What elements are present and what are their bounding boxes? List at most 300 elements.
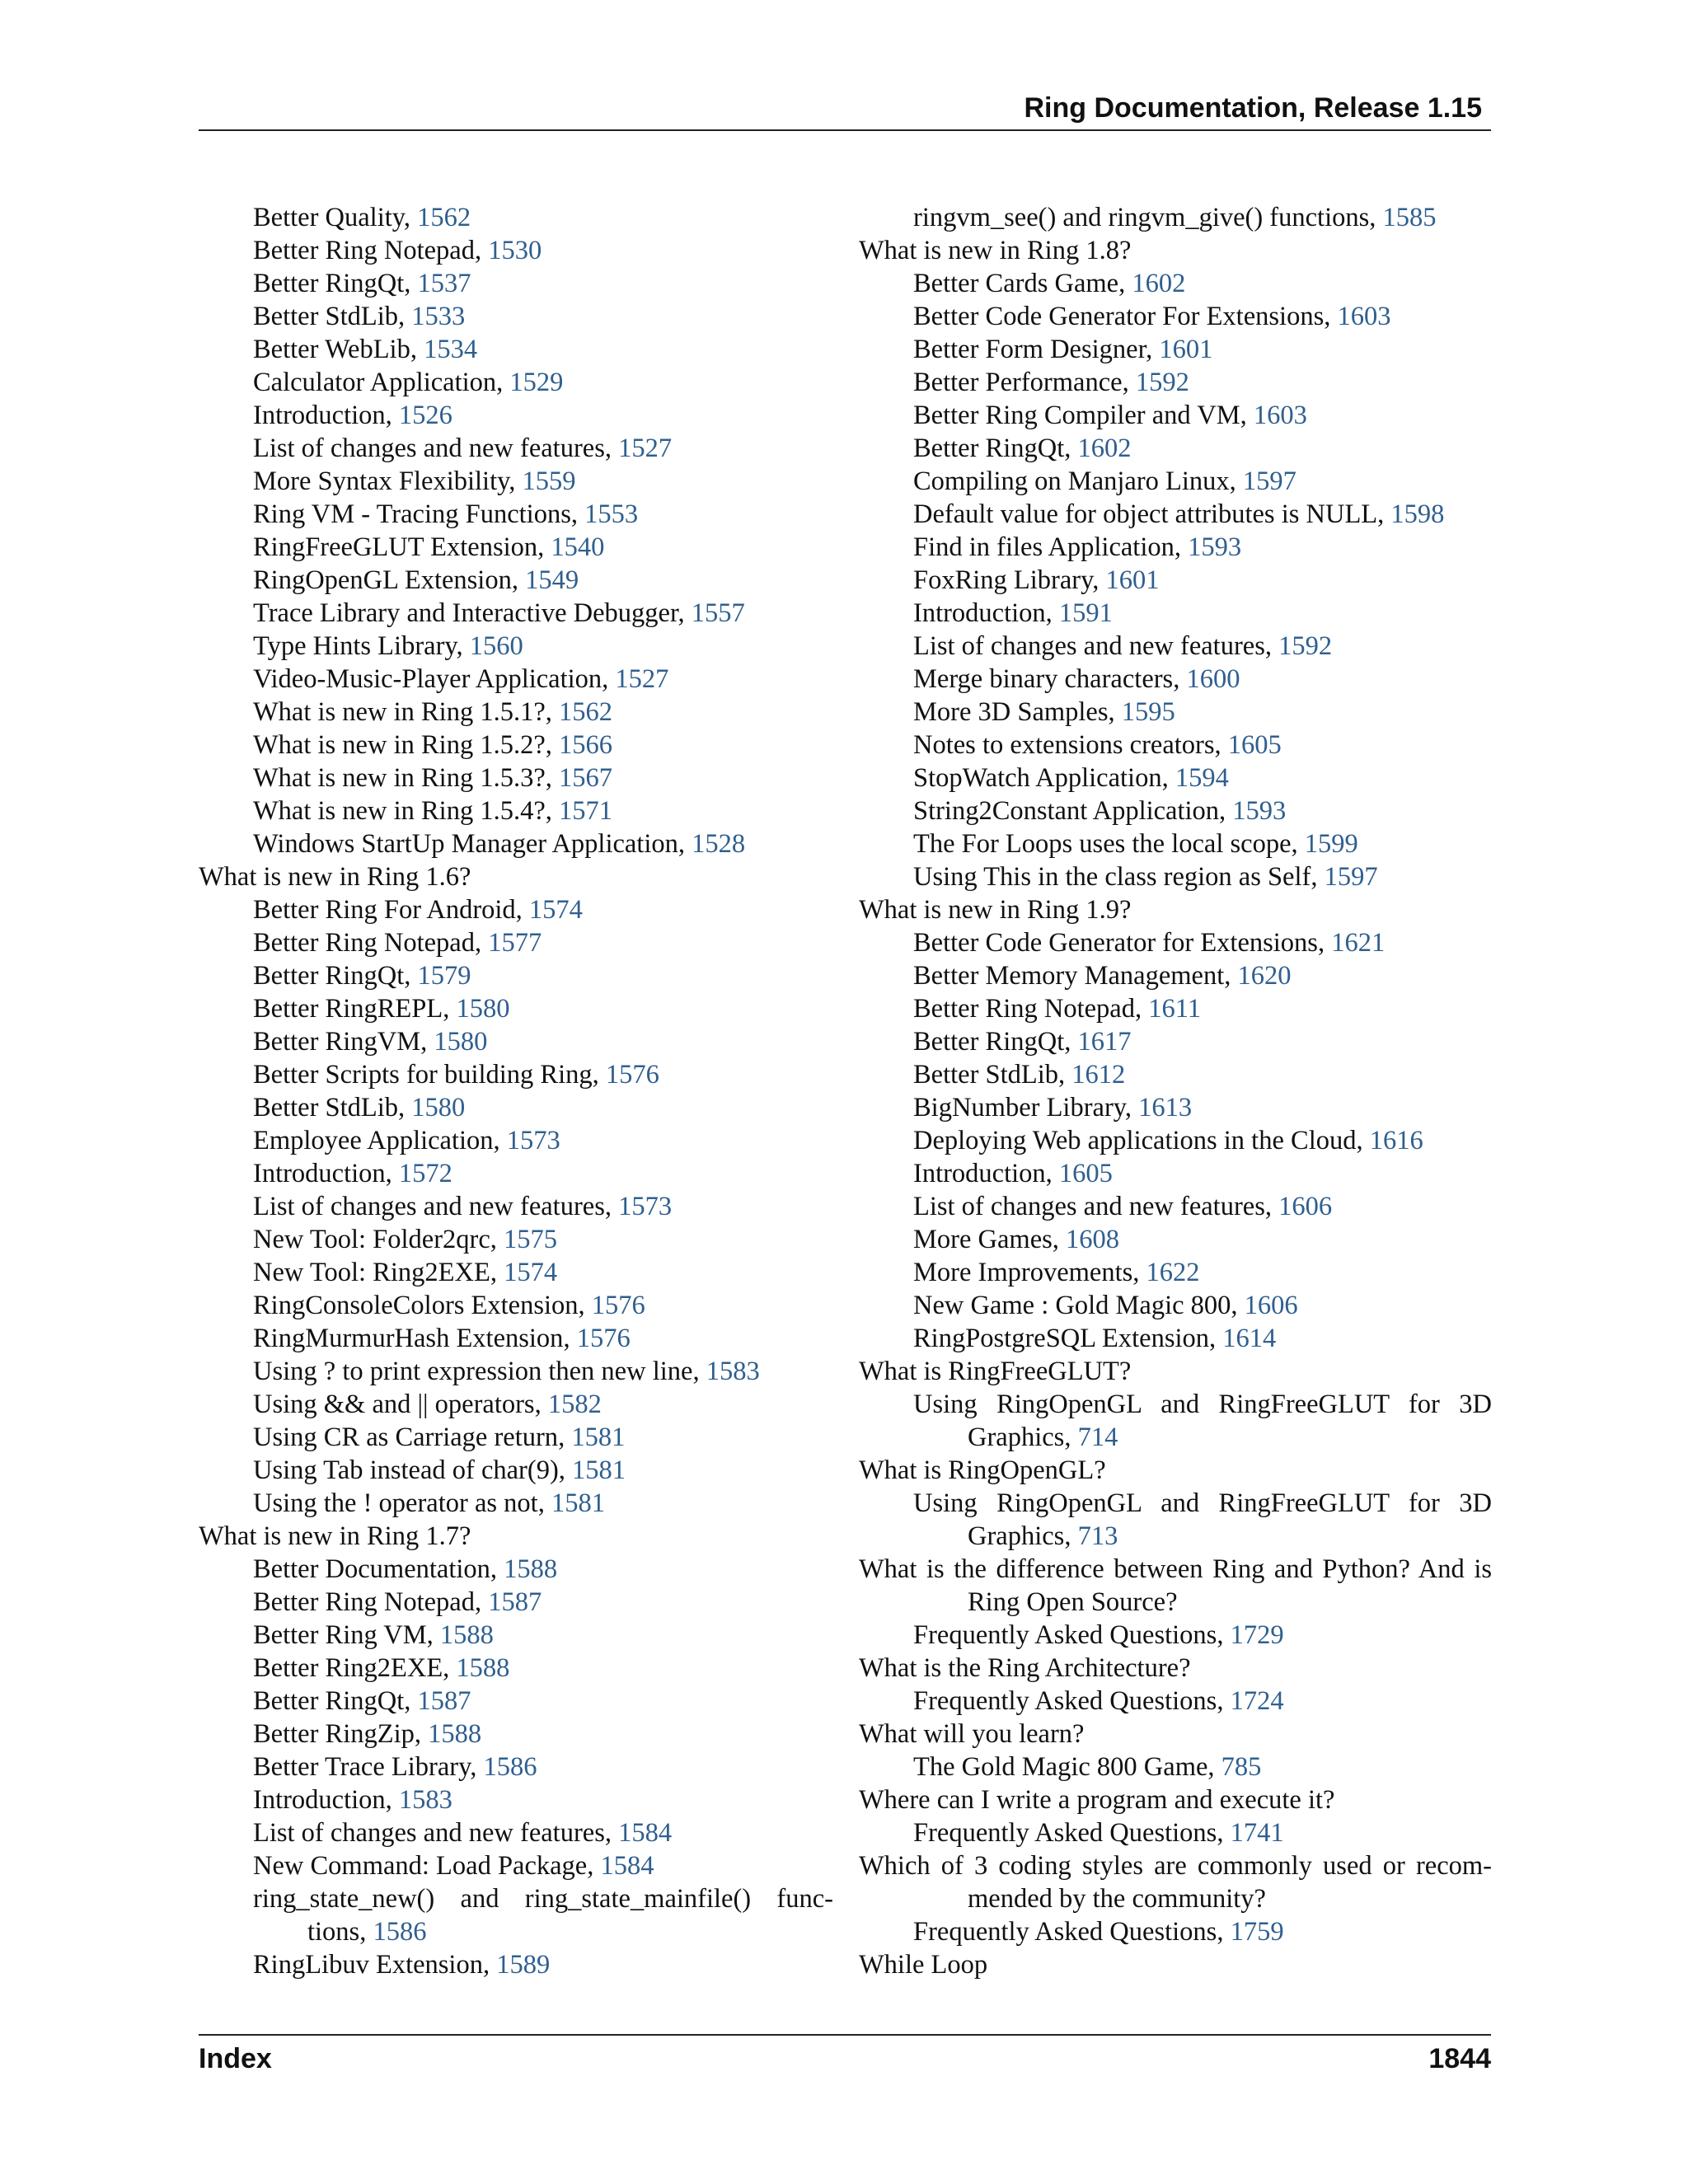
index-separator: ,	[1064, 434, 1078, 463]
index-entry-text: What is the Ring Architecture?	[859, 1653, 1191, 1683]
page-reference-link[interactable]: 1605	[1227, 730, 1282, 760]
page-reference-link[interactable]: 1580	[434, 1027, 488, 1057]
page-reference-link[interactable]: 1613	[1138, 1093, 1193, 1122]
index-entry-text: Type Hints Library	[253, 631, 457, 661]
index-separator: ,	[1118, 269, 1132, 298]
index-entry	[199, 1750, 833, 1783]
index-entry-text: Using CR as Carriage return	[253, 1422, 559, 1452]
index-entry-text: Notes to extensions creators	[913, 730, 1215, 760]
index-entry-text: Better Cards Game	[913, 269, 1119, 298]
index-entry-text: Better RingQt	[913, 434, 1065, 463]
page-reference-link[interactable]: 1527	[618, 434, 673, 463]
index-entry-text: Frequently Asked Questions	[913, 1620, 1217, 1650]
index-separator: ,	[545, 763, 559, 793]
index-entry-text: ring_state_new() and ring_state_mainfile() func- tions	[253, 1884, 833, 1947]
index-separator: ,	[1229, 466, 1243, 496]
index-entry	[859, 959, 1492, 992]
index-entry-text: What is new in Ring 1.5.3?	[253, 763, 546, 793]
page-reference-link[interactable]: 1576	[591, 1291, 645, 1320]
index-column-right	[859, 201, 1492, 1981]
index-entry	[859, 827, 1492, 860]
index-separator: ,	[1219, 796, 1233, 826]
page-reference-link[interactable]: 1537	[417, 269, 471, 298]
page-reference-link[interactable]: 1526	[398, 401, 452, 430]
index-entry	[859, 597, 1492, 630]
index-entry-text: ringvm_see() and ringvm_give() functions	[913, 203, 1370, 232]
index-entry	[199, 1124, 833, 1157]
page-reference-link[interactable]: 1592	[1135, 368, 1189, 397]
index-entry-text: List of changes and new features	[253, 1192, 605, 1221]
page-reference-link[interactable]: 714	[1077, 1422, 1118, 1452]
index-entry-text: More 3D Samples	[913, 697, 1109, 727]
index-entry-text: Introduction	[253, 1785, 386, 1815]
page-reference-link[interactable]: 1577	[488, 928, 542, 958]
page-reference-link[interactable]: 1602	[1077, 434, 1132, 463]
page-reference-link[interactable]: 1589	[496, 1950, 551, 1980]
index-entry-text: FoxRing Library	[913, 565, 1093, 595]
index-separator: ,	[1132, 1258, 1146, 1287]
index-separator: ,	[1134, 994, 1149, 1024]
index-separator: ,	[1146, 335, 1160, 364]
index-entry	[199, 465, 833, 498]
index-entry-text: Compiling on Manjaro Linux	[913, 466, 1230, 496]
index-entry-text: Better Ring2EXE	[253, 1653, 443, 1683]
index-entry	[859, 630, 1492, 663]
index-separator: ,	[420, 1027, 434, 1057]
index-separator: ,	[474, 236, 489, 265]
page-reference-link[interactable]: 1566	[559, 730, 612, 760]
page-reference-link[interactable]: 1598	[1390, 499, 1445, 529]
footer-page-number: 1844	[1428, 2043, 1491, 2074]
page-reference-link[interactable]: 1534	[424, 335, 478, 364]
index-entry-text: What is new in Ring 1.5.2?	[253, 730, 546, 760]
page-reference-link[interactable]: 1582	[547, 1390, 602, 1419]
index-entry	[199, 1421, 833, 1454]
index-entry-text: Introduction	[253, 401, 386, 430]
index-entry-text: Better RingQt	[253, 961, 405, 991]
page-reference-link[interactable]: 1553	[584, 499, 639, 529]
page-reference-link[interactable]: 1533	[411, 302, 466, 331]
index-entry-text: Better Scripts for building Ring	[253, 1060, 593, 1090]
page-reference-link[interactable]: 1592	[1278, 631, 1333, 661]
page-reference-link[interactable]: 1759	[1230, 1917, 1284, 1947]
index-entry-text: Better Code Generator for Extensions	[913, 928, 1318, 958]
index-entry-text: More Improvements	[913, 1258, 1133, 1287]
index-entry-text: Better Performance	[913, 368, 1123, 397]
index-entry-text: Better Quality	[253, 203, 404, 232]
index-entry-text: Using RingOpenGL and RingFreeGLUT for 3D Graphics	[913, 1488, 1492, 1551]
page-reference-link[interactable]: 1567	[559, 763, 612, 793]
index-entry	[859, 564, 1492, 597]
index-entry-text: Better RingQt	[253, 1686, 405, 1716]
index-entry-text: Better StdLib	[253, 302, 399, 331]
index-separator: ,	[403, 203, 418, 232]
page-reference-link[interactable]: 1585	[1382, 203, 1437, 232]
index-entry	[199, 1652, 833, 1685]
page-reference-link[interactable]: 1597	[1324, 862, 1378, 892]
index-separator: ,	[456, 631, 470, 661]
index-entry	[859, 1816, 1492, 1849]
index-entry	[199, 1816, 833, 1849]
index-separator: ,	[359, 1917, 373, 1947]
page-reference-link[interactable]: 1559	[522, 466, 576, 496]
index-separator: ,	[1264, 1192, 1279, 1221]
page-reference-link[interactable]: 1560	[469, 631, 523, 661]
index-separator: ,	[443, 1653, 457, 1683]
index-entry-text: New Game : Gold Magic 800	[913, 1291, 1231, 1320]
index-separator: ,	[604, 434, 619, 463]
index-entry-text: Windows StartUp Manager Application	[253, 829, 678, 859]
index-separator: ,	[604, 1192, 619, 1221]
index-heading	[859, 1849, 1492, 1915]
index-entry	[199, 696, 833, 729]
index-entry-text: Where can I write a program and execute it?	[859, 1785, 1335, 1815]
page-reference-link[interactable]: 1583	[398, 1785, 452, 1815]
index-entry-text: What is new in Ring 1.5.4?	[253, 796, 546, 826]
index-entry	[199, 1948, 833, 1981]
index-entry	[199, 531, 833, 564]
index-separator: ,	[1324, 302, 1338, 331]
index-entry	[199, 1882, 833, 1948]
page-reference-link[interactable]: 1579	[417, 961, 471, 991]
index-separator: ,	[570, 499, 585, 529]
index-entry-text: Ring VM - Tracing Functions	[253, 499, 571, 529]
index-entry-text: Using ? to print expression then new line	[253, 1357, 693, 1386]
index-entry-text: More Games	[913, 1225, 1053, 1254]
page-reference-link[interactable]: 1606	[1244, 1291, 1298, 1320]
index-entry	[199, 762, 833, 794]
page-reference-link[interactable]: 1614	[1222, 1324, 1277, 1353]
page-reference-link[interactable]: 1729	[1230, 1620, 1284, 1650]
page-reference-link[interactable]: 1562	[559, 697, 612, 727]
index-entry	[859, 1256, 1492, 1289]
index-entry	[859, 1025, 1492, 1058]
index-entry	[859, 267, 1492, 300]
index-entry-text: Better Memory Management	[913, 961, 1225, 991]
page-reference-link[interactable]: 1584	[600, 1851, 654, 1881]
page-reference-link[interactable]: 1581	[551, 1488, 605, 1518]
index-entry	[199, 926, 833, 959]
index-entry	[859, 1487, 1492, 1553]
page-reference-link[interactable]: 1622	[1146, 1258, 1200, 1287]
page-reference-link[interactable]: 1540	[551, 532, 605, 562]
index-entry-text: Video-Music-Player Application	[253, 664, 603, 694]
index-separator: ,	[1291, 829, 1305, 859]
page-reference-link[interactable]: 1724	[1230, 1686, 1284, 1716]
index-entry-text: Frequently Asked Questions	[913, 1917, 1217, 1947]
index-separator: ,	[534, 1390, 548, 1419]
index-entry	[859, 1915, 1492, 1948]
index-separator: ,	[545, 697, 559, 727]
index-entry-text: Calculator Application	[253, 368, 497, 397]
index-separator: ,	[592, 1060, 606, 1090]
index-entry	[859, 1322, 1492, 1355]
index-entry	[199, 1256, 833, 1289]
index-entry	[199, 267, 833, 300]
index-separator: ,	[404, 961, 418, 991]
index-separator: ,	[1217, 1686, 1231, 1716]
index-entry-text: The For Loops uses the local scope	[913, 829, 1292, 859]
page-reference-link[interactable]: 1586	[373, 1917, 427, 1947]
page-reference-link[interactable]: 1586	[483, 1752, 537, 1782]
index-entry-text: Better StdLib	[913, 1060, 1059, 1090]
index-entry-text: StopWatch Application	[913, 763, 1162, 793]
index-entry-text: Using && and || operators	[253, 1390, 535, 1419]
page-reference-link[interactable]: 1557	[691, 598, 745, 628]
page-reference-link[interactable]: 1588	[428, 1719, 482, 1749]
index-separator: ,	[1174, 532, 1189, 562]
index-entry-text: New Tool: Ring2EXE	[253, 1258, 490, 1287]
index-entry-text: What is new in Ring 1.8?	[859, 236, 1132, 265]
index-separator: ,	[426, 1620, 440, 1650]
index-separator: ,	[1214, 730, 1228, 760]
page-reference-link[interactable]: 1741	[1230, 1818, 1284, 1848]
index-separator: ,	[398, 1093, 412, 1122]
index-separator: ,	[1064, 1422, 1078, 1452]
index-entry-text: What is new in Ring 1.9?	[859, 895, 1132, 925]
index-separator: ,	[1092, 565, 1106, 595]
index-entry	[199, 663, 833, 696]
index-entry-text: Better Ring Notepad	[253, 1587, 475, 1617]
index-entry-text: Using Tab instead of char(9)	[253, 1455, 559, 1485]
index-heading	[859, 234, 1492, 267]
page-reference-link[interactable]: 1593	[1232, 796, 1287, 826]
page-reference-link[interactable]: 1611	[1148, 994, 1202, 1024]
index-entry	[199, 1190, 833, 1223]
page-reference-link[interactable]: 1595	[1121, 697, 1175, 727]
index-entry	[859, 860, 1492, 893]
index-entry	[859, 1388, 1492, 1454]
index-entry	[859, 696, 1492, 729]
index-entry-text: Better Ring VM	[253, 1620, 427, 1650]
index-entry-text: Introduction	[913, 1159, 1046, 1188]
index-entry	[859, 399, 1492, 432]
index-separator: ,	[1161, 763, 1175, 793]
index-entry	[199, 564, 833, 597]
index-entry-text: What is RingOpenGL?	[859, 1455, 1106, 1485]
page-reference-link[interactable]: 713	[1077, 1521, 1118, 1551]
page-reference-link[interactable]: 1605	[1058, 1159, 1113, 1188]
page-reference-link[interactable]: 1575	[504, 1225, 558, 1254]
index-separator: ,	[1317, 928, 1332, 958]
page-header-title: Ring Documentation, Release 1.15	[1024, 92, 1482, 124]
index-entry-text: Using This in the class region as Self	[913, 862, 1311, 892]
page-reference-link[interactable]: 1583	[706, 1357, 760, 1386]
index-entry	[199, 333, 833, 366]
page-reference-link[interactable]: 1576	[576, 1324, 631, 1353]
index-entry-text: Better RingQt	[913, 1027, 1065, 1057]
page-reference-link[interactable]: 1584	[618, 1818, 673, 1848]
index-separator: ,	[1108, 697, 1122, 727]
index-separator: ,	[692, 1357, 706, 1386]
index-entry-text: List of changes and new features	[253, 434, 605, 463]
index-entry-text: What is new in Ring 1.7?	[199, 1521, 471, 1551]
index-separator: ,	[470, 1752, 484, 1782]
index-entry	[859, 1124, 1492, 1157]
page-reference-link[interactable]: 1530	[488, 236, 542, 265]
index-entry	[859, 1091, 1492, 1124]
index-heading	[199, 1520, 833, 1553]
index-entry	[859, 531, 1492, 564]
index-heading	[199, 860, 833, 893]
page-reference-link[interactable]: 1574	[504, 1258, 558, 1287]
index-entry-text: The Gold Magic 800 Game	[913, 1752, 1208, 1782]
index-entry-text: Using the ! operator as not	[253, 1488, 538, 1518]
index-entry	[199, 959, 833, 992]
index-separator: ,	[545, 730, 559, 760]
index-separator: ,	[511, 565, 526, 595]
index-separator: ,	[404, 1686, 418, 1716]
index-entry	[199, 597, 833, 630]
page-reference-link[interactable]: 1587	[488, 1587, 542, 1617]
page-reference-link[interactable]: 1549	[525, 565, 579, 595]
page-reference-link[interactable]: 1581	[572, 1455, 626, 1485]
page-reference-link[interactable]: 1573	[506, 1126, 560, 1155]
page-reference-link[interactable]: 1574	[528, 895, 583, 925]
index-separator: ,	[1240, 401, 1254, 430]
page-reference-link[interactable]: 1601	[1159, 335, 1213, 364]
index-separator: ,	[1052, 1225, 1067, 1254]
index-entry-text: What is the difference between Ring and Python? And is Ring Open Source?	[859, 1554, 1492, 1617]
index-separator: ,	[1064, 1521, 1078, 1551]
index-separator: ,	[1217, 1620, 1231, 1650]
index-heading	[859, 1355, 1492, 1388]
index-separator: ,	[1173, 664, 1187, 694]
index-separator: ,	[602, 664, 616, 694]
page-reference-link[interactable]: 1588	[456, 1653, 510, 1683]
index-separator: ,	[563, 1324, 577, 1353]
page-reference-link[interactable]: 1572	[398, 1159, 452, 1188]
index-separator: ,	[1217, 1818, 1231, 1848]
index-entry	[859, 1685, 1492, 1718]
page-reference-link[interactable]: 1529	[509, 368, 564, 397]
page-reference-link[interactable]: 1601	[1105, 565, 1160, 595]
page-reference-link[interactable]: 1527	[615, 664, 669, 694]
page-reference-link[interactable]: 1587	[417, 1686, 471, 1716]
page-reference-link[interactable]: 1602	[1132, 269, 1186, 298]
page-reference-link[interactable]: 1593	[1188, 532, 1242, 562]
footer-section-title: Index	[199, 2043, 272, 2074]
page-reference-link[interactable]: 1597	[1242, 466, 1296, 496]
page-reference-link[interactable]: 1594	[1175, 763, 1229, 793]
index-entry	[199, 234, 833, 267]
index-entry	[199, 1487, 833, 1520]
page-reference-link[interactable]: 1528	[692, 829, 746, 859]
index-separator: ,	[474, 1587, 489, 1617]
index-separator: ,	[545, 796, 559, 826]
page-reference-link[interactable]: 1571	[559, 796, 612, 826]
index-separator: ,	[558, 1455, 573, 1485]
index-entry	[859, 201, 1492, 234]
index-separator: ,	[496, 368, 510, 397]
index-separator: ,	[410, 335, 424, 364]
index-entry	[859, 465, 1492, 498]
index-entry	[859, 1619, 1492, 1652]
index-separator: ,	[385, 1159, 399, 1188]
index-separator: ,	[515, 895, 529, 925]
page-reference-link[interactable]: 1603	[1253, 401, 1307, 430]
index-entry-text: Using RingOpenGL and RingFreeGLUT for 3D Graphics	[913, 1390, 1492, 1452]
index-entry	[199, 1685, 833, 1718]
index-entry-text: Better Ring Notepad	[253, 236, 475, 265]
index-separator: ,	[1209, 1324, 1223, 1353]
index-entry	[199, 630, 833, 663]
index-entry-text: RingConsoleColors Extension	[253, 1291, 579, 1320]
page-reference-link[interactable]: 1600	[1186, 664, 1240, 694]
page-reference-link[interactable]: 1580	[456, 994, 510, 1024]
page-reference-link[interactable]: 1581	[571, 1422, 626, 1452]
index-entry-text: New Command: Load Package	[253, 1851, 588, 1881]
index-entry-text: What is RingFreeGLUT?	[859, 1357, 1132, 1386]
index-entry-text: Deploying Web applications in the Cloud	[913, 1126, 1357, 1155]
index-entry-text: What is new in Ring 1.5.1?	[253, 697, 546, 727]
page-reference-link[interactable]: 1603	[1337, 302, 1391, 331]
index-entry-text: Better StdLib	[253, 1093, 399, 1122]
index-separator: ,	[509, 466, 523, 496]
index-entry-text: Better WebLib	[253, 335, 410, 364]
index-entry-text: New Tool: Folder2qrc	[253, 1225, 490, 1254]
index-entry-text: List of changes and new features	[913, 1192, 1265, 1221]
index-entry	[199, 498, 833, 531]
page-reference-link[interactable]: 1580	[411, 1093, 466, 1122]
index-separator: ,	[1045, 1159, 1059, 1188]
page-reference-link[interactable]: 1599	[1304, 829, 1358, 859]
index-entry	[859, 992, 1492, 1025]
index-entry	[199, 1289, 833, 1322]
page-reference-link[interactable]: 1616	[1369, 1126, 1423, 1155]
index-entry-text: RingPostgreSQL Extension	[913, 1324, 1210, 1353]
page-reference-link[interactable]: 1617	[1077, 1027, 1132, 1057]
page-reference-link[interactable]: 1588	[439, 1620, 494, 1650]
page-reference-link[interactable]: 1612	[1071, 1060, 1126, 1090]
index-heading	[859, 1454, 1492, 1487]
page-reference-link[interactable]: 1606	[1278, 1192, 1333, 1221]
index-separator: ,	[1217, 1917, 1231, 1947]
index-separator: ,	[1064, 1027, 1078, 1057]
index-entry-text: RingOpenGL Extension	[253, 565, 512, 595]
index-separator: ,	[490, 1258, 504, 1287]
page-reference-link[interactable]: 1608	[1066, 1225, 1120, 1254]
index-entry	[859, 1190, 1492, 1223]
index-entry	[859, 762, 1492, 794]
page-reference-link[interactable]: 1576	[605, 1060, 659, 1090]
page-reference-link[interactable]: 1620	[1237, 961, 1292, 991]
index-entry-text: Default value for object attributes is NULL	[913, 499, 1378, 529]
index-heading	[859, 1783, 1492, 1816]
index-separator: ,	[1369, 203, 1383, 232]
index-entry	[199, 1553, 833, 1586]
index-separator: ,	[404, 269, 418, 298]
index-separator: ,	[578, 1291, 592, 1320]
index-heading	[859, 1948, 1492, 1981]
index-heading	[859, 1652, 1492, 1685]
index-entry	[199, 827, 833, 860]
index-entry	[199, 729, 833, 762]
index-entry	[859, 1157, 1492, 1190]
page-reference-link[interactable]: 1591	[1058, 598, 1113, 628]
index-entry-text: Which of 3 coding styles are commonly used or recom- mended by the community?	[859, 1851, 1492, 1914]
index-entry-text: Better RingZip	[253, 1719, 415, 1749]
page-reference-link[interactable]: 1573	[618, 1192, 673, 1221]
page-reference-link[interactable]: 1588	[504, 1554, 558, 1584]
page-reference-link[interactable]: 1562	[417, 203, 471, 232]
page-reference-link[interactable]: 785	[1221, 1752, 1262, 1782]
index-entry-text: Better Ring For Android	[253, 895, 516, 925]
index-entry-text: Frequently Asked Questions	[913, 1818, 1217, 1848]
index-entry-text: Frequently Asked Questions	[913, 1686, 1217, 1716]
index-separator: ,	[537, 1488, 551, 1518]
page-reference-link[interactable]: 1621	[1331, 928, 1386, 958]
